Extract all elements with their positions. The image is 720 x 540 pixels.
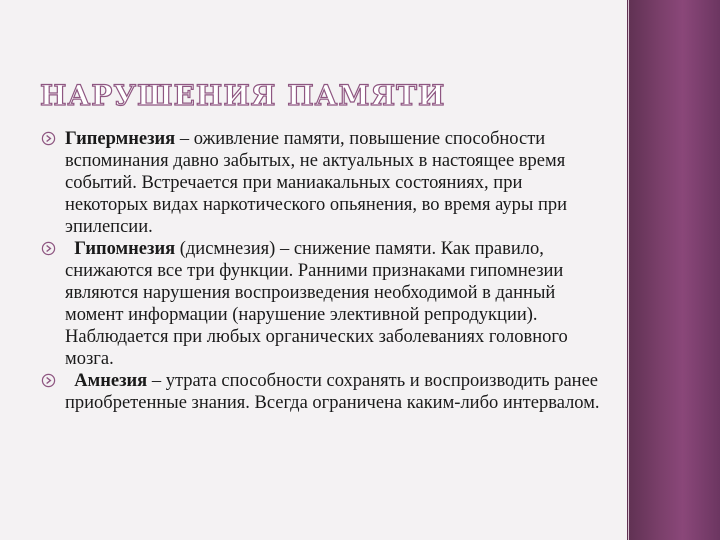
bullet-indent — [65, 371, 74, 391]
bullet-list — [41, 128, 601, 414]
side-band-divider — [628, 0, 629, 540]
bullet-term: Гипомнезия — [74, 239, 176, 259]
bullet-text: – утрата способности сохранять и воспроизводить ранее приобретенные знания. Всегда ограничена каким-либо интервалом. — [65, 371, 600, 413]
circled-arrow-bullet-icon — [41, 131, 56, 146]
bullet-text: (дисмнезия) – снижение памяти. Как правило, снижаются все три функции. Ранними признаками гипомнезии являются нарушения воспроизведения необходимой в данный момент информации (нарушение элективной репродукции). Наблюдается при любых органических заболеваниях головного мозга. — [65, 239, 568, 369]
slide-title: НАРУШЕНИЯ ПАМЯТИ — [40, 79, 446, 112]
bullet-term: Амнезия — [74, 371, 148, 391]
decorative-side-band — [627, 0, 720, 540]
bullet-item-hypomnesia — [41, 238, 601, 370]
bullet-text: – оживление памяти, повышение способности вспоминания давно забытых, не актуальных в настоящее время событий. Встречается при маниакальных состояниях, при некоторых видах наркотического опьянения, во время ауры при эпилепсии. — [65, 129, 568, 237]
bullet-indent — [65, 239, 74, 259]
bullet-term: Гипермнезия — [65, 129, 176, 149]
circled-arrow-bullet-icon — [41, 373, 56, 388]
bullet-item-amnesia — [41, 370, 601, 414]
bullet-item-hypermnesia — [41, 128, 601, 238]
circled-arrow-bullet-icon — [41, 241, 56, 256]
